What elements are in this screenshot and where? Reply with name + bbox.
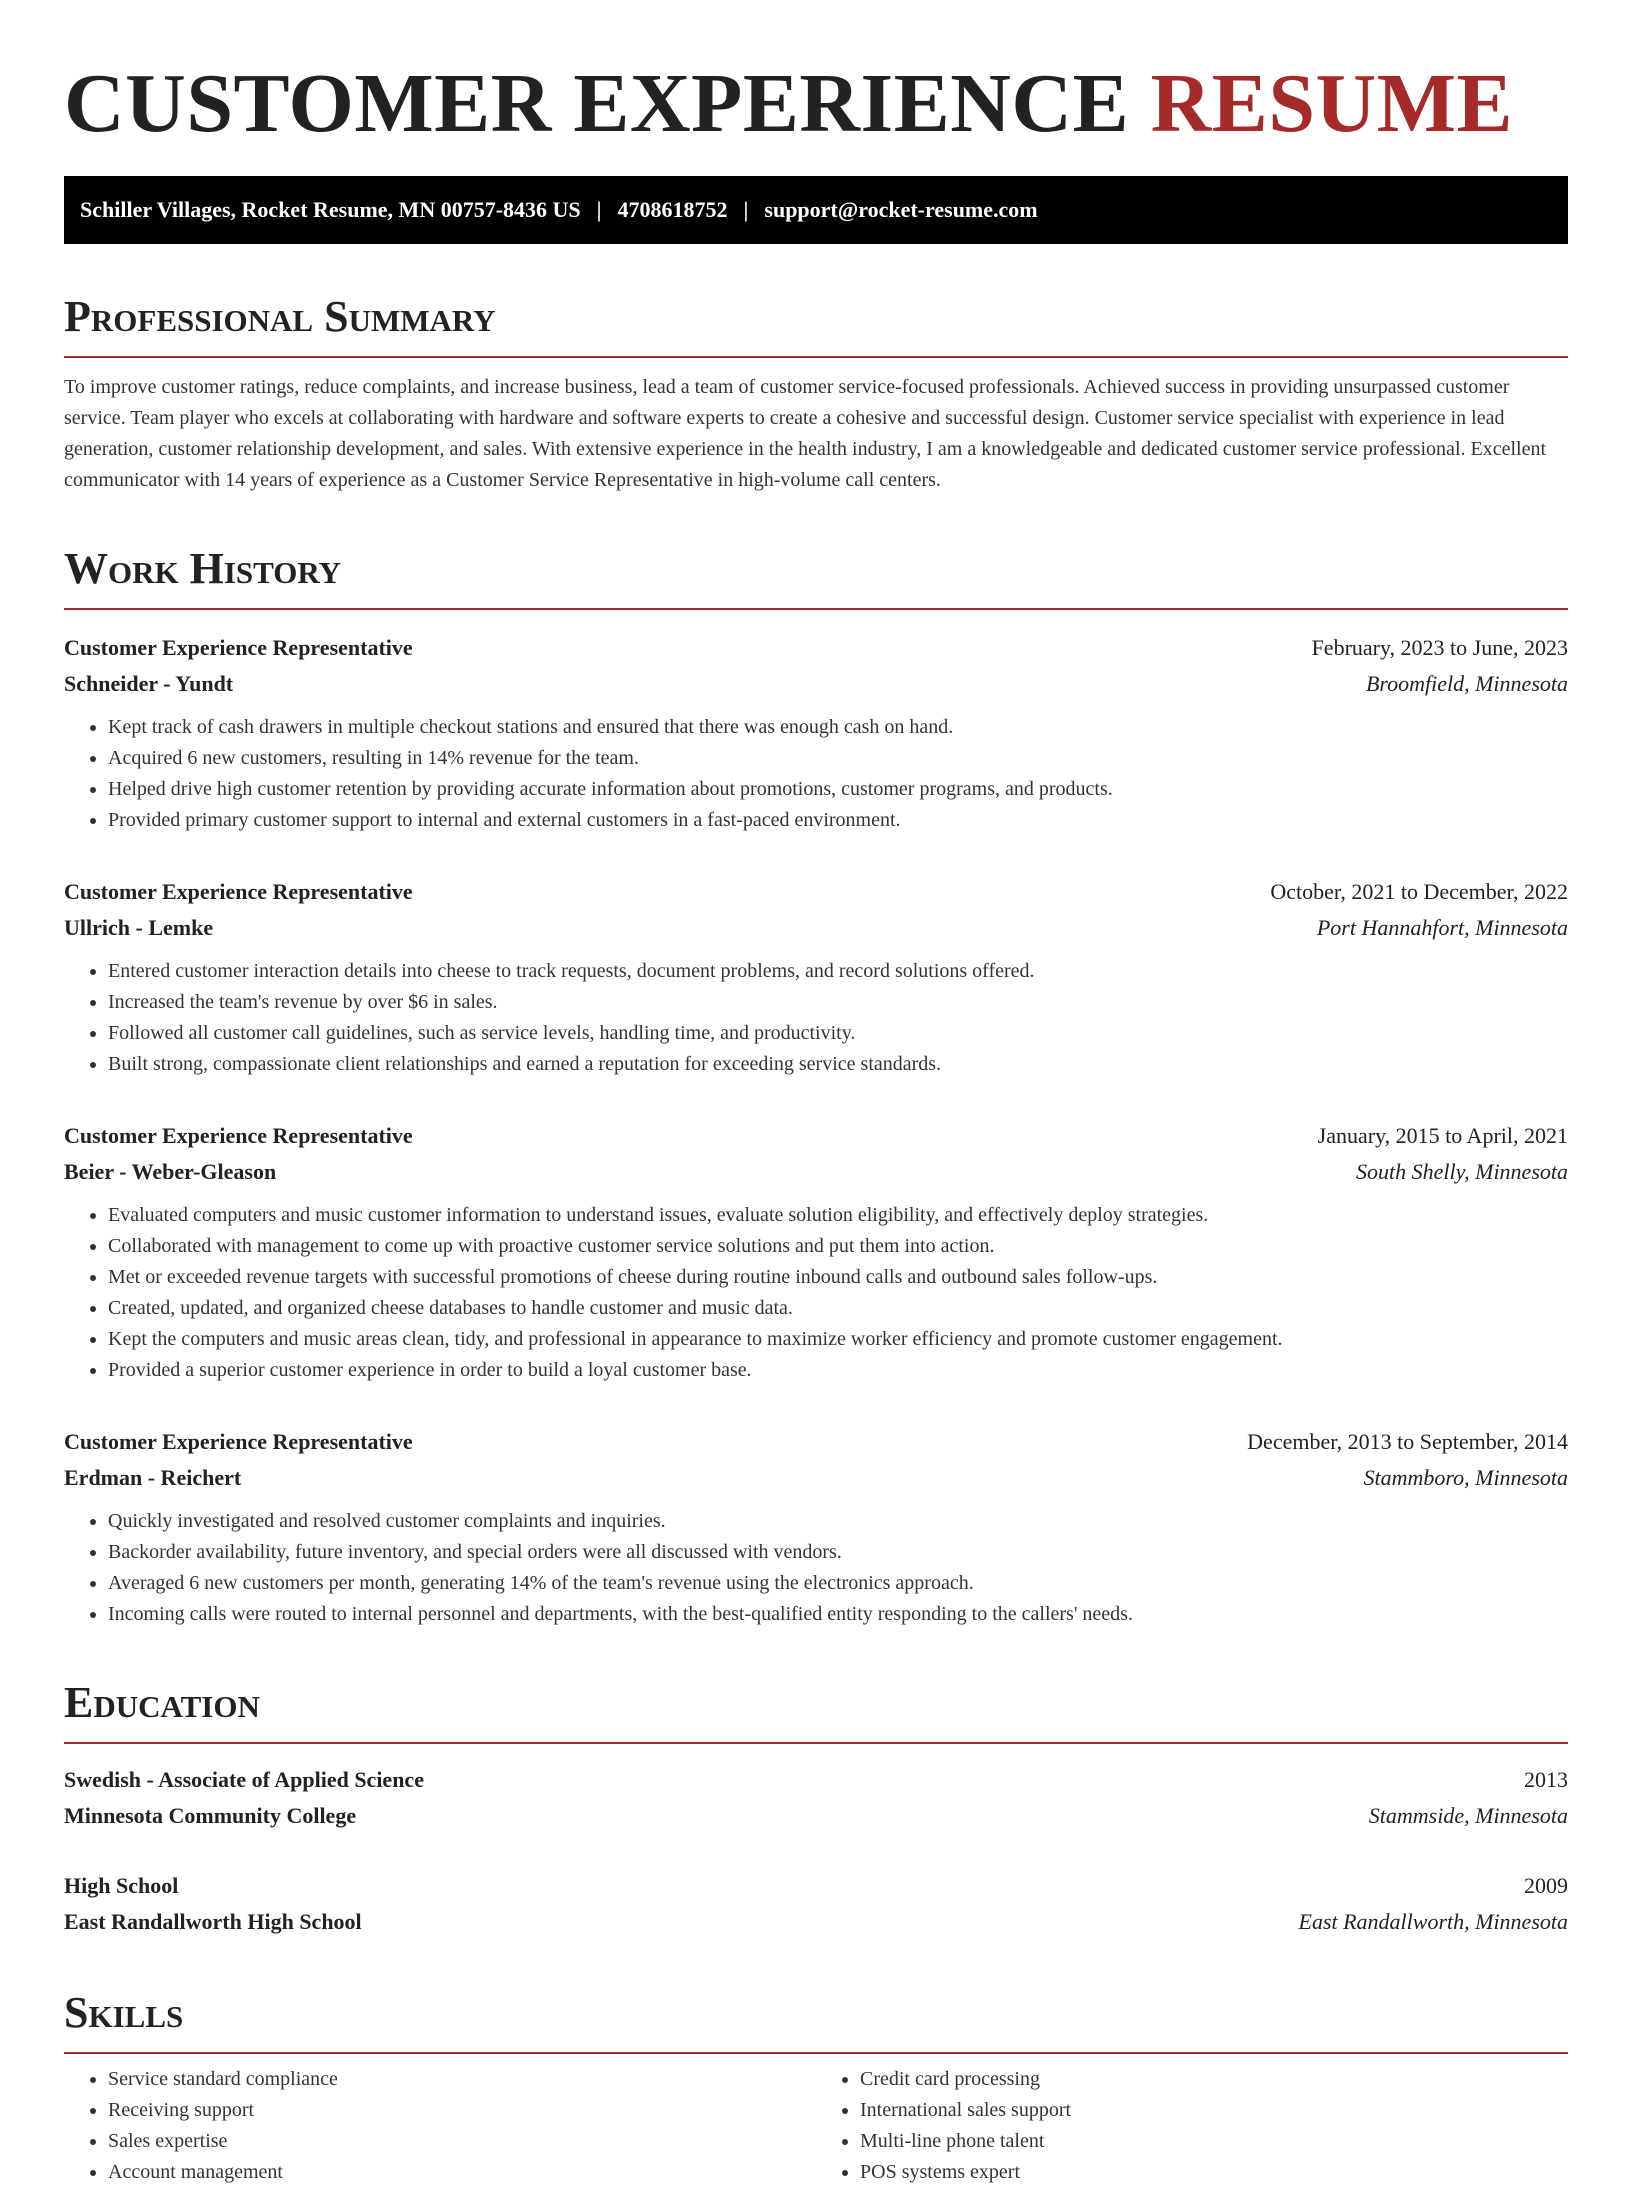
job-bullet: • Created, updated, and organized cheese databases to handle customer and music data. [108, 1293, 1568, 1324]
job-title: Customer Experience Representative [64, 879, 413, 904]
education-school: East Randallworth High School [64, 1909, 362, 1934]
job-entry [64, 874, 1568, 1080]
job-company: Schneider - Yundt [64, 671, 234, 696]
job-bullet: • Increased the team's revenue by over $6 in sales. [108, 987, 1568, 1018]
job-dates: February, 2023 to June, 2023 [1311, 635, 1568, 660]
job-bullet: • Averaged 6 new customers per month, generating 14% of the team's revenue using the electronics approach. [108, 1568, 1568, 1599]
job-bullet: • Evaluated computers and music customer information to understand issues, evaluate solution eligibility, and effectively deploy strategies. [108, 1200, 1568, 1231]
section-heading-education: Education [64, 1676, 1568, 1744]
job-dates: December, 2013 to September, 2014 [1247, 1429, 1568, 1454]
job-bullet: • Acquired 6 new customers, resulting in 14% revenue for the team. [108, 743, 1568, 774]
job-bullet: • Kept track of cash drawers in multiple checkout stations and ensured that there was enough cash on hand. [108, 712, 1568, 743]
skill-item: • Account management [108, 2157, 816, 2188]
job-bullets [64, 712, 1568, 836]
job-bullet: • Provided a superior customer experience in order to build a loyal customer base. [108, 1355, 1568, 1386]
job-bullet: • Met or exceeded revenue targets with successful promotions of cheese during routine inbound calls and outbound sales follow-ups. [108, 1262, 1568, 1293]
job-location: Stammboro, Minnesota [1363, 1465, 1568, 1490]
job-entry [64, 630, 1568, 836]
skill-item: • International sales support [860, 2095, 1568, 2126]
education-degree: Swedish - Associate of Applied Science [64, 1767, 424, 1792]
job-entry [64, 1424, 1568, 1630]
job-location: Port Hannahfort, Minnesota [1316, 915, 1568, 940]
job-bullets [64, 1506, 1568, 1630]
job-bullet: • Followed all customer call guidelines, such as service levels, handling time, and productivity. [108, 1018, 1568, 1049]
skill-item: • Sales expertise [108, 2126, 816, 2157]
job-dates: January, 2015 to April, 2021 [1317, 1123, 1568, 1148]
job-bullet: • Entered customer interaction details into cheese to track requests, document problems, and record solutions offered. [108, 956, 1568, 987]
skill-item: • Credit card processing [860, 2064, 1568, 2095]
education-location: East Randallworth, Minnesota [1298, 1909, 1568, 1934]
job-bullet: • Incoming calls were routed to internal personnel and departments, with the best-qualified entity responding to the callers' needs. [108, 1599, 1568, 1630]
skills-list-right [816, 2064, 1568, 2188]
contact-bar [64, 176, 1568, 244]
contact-address: Schiller Villages, Rocket Resume, MN 00757-8436 US [80, 197, 581, 222]
skill-item: • Multi-line phone talent [860, 2126, 1568, 2157]
title-accent: RESUME [1150, 57, 1514, 150]
job-title: Customer Experience Representative [64, 1123, 413, 1148]
job-bullets [64, 1200, 1568, 1386]
job-bullet: • Collaborated with management to come up with proactive customer service solutions and put them into action. [108, 1231, 1568, 1262]
job-bullet: • Quickly investigated and resolved customer complaints and inquiries. [108, 1506, 1568, 1537]
job-company: Ullrich - Lemke [64, 915, 214, 940]
resume-title [64, 56, 1568, 152]
education-location: Stammside, Minnesota [1368, 1803, 1568, 1828]
job-title: Customer Experience Representative [64, 635, 413, 660]
job-entry [64, 1118, 1568, 1386]
job-bullet: • Backorder availability, future inventory, and special orders were all discussed with vendors. [108, 1537, 1568, 1568]
job-company: Erdman - Reichert [64, 1465, 242, 1490]
education-entry [64, 1762, 1568, 1834]
summary-text: To improve customer ratings, reduce complaints, and increase business, lead a team of customer service-focused professionals. Achieved success in providing unsurpassed customer service. Team player who excels at collaborating with hardware and software experts to create a cohesive and successful design. Customer service specialist with experience in lead generation, customer relationship development, and sales. With extensive experience in the health industry, I am a knowledgeable and dedicated customer service professional. Excellent communicator with 14 years of experience as a Customer Service Representative in high-volume call centers. [64, 376, 1547, 491]
job-bullet: • Kept the computers and music areas clean, tidy, and professional in appearance to maximize worker efficiency and promote customer engagement. [108, 1324, 1568, 1355]
job-bullet: • Provided primary customer support to internal and external customers in a fast-paced environment. [108, 805, 1568, 836]
skills-columns [64, 2064, 1568, 2188]
job-location: South Shelly, Minnesota [1355, 1159, 1568, 1184]
contact-separator: | [743, 197, 749, 222]
contact-phone: 4708618752 [617, 197, 728, 222]
education-year: 2009 [1524, 1873, 1568, 1898]
skill-item: • Receiving support [108, 2095, 816, 2126]
job-bullets [64, 956, 1568, 1080]
job-bullet: • Built strong, compassionate client relationships and earned a reputation for exceeding service standards. [108, 1049, 1568, 1080]
contact-separator: | [596, 197, 602, 222]
skill-item: • Service standard compliance [108, 2064, 816, 2095]
education-degree: High School [64, 1873, 179, 1898]
job-dates: October, 2021 to December, 2022 [1270, 879, 1568, 904]
skills-list-left [64, 2064, 816, 2188]
job-title: Customer Experience Representative [64, 1429, 413, 1454]
section-heading-skills: Skills [64, 1986, 1568, 2054]
section-heading-summary: Professional Summary [64, 290, 1568, 358]
contact-email: support@rocket-resume.com [764, 197, 1038, 222]
skill-item: • POS systems expert [860, 2157, 1568, 2188]
section-heading-work-history: Work History [64, 542, 1568, 610]
title-main: CUSTOMER EXPERIENCE [64, 57, 1130, 150]
job-location: Broomfield, Minnesota [1365, 671, 1568, 696]
job-bullet: • Helped drive high customer retention by providing accurate information about promotions, customer programs, and products. [108, 774, 1568, 805]
education-school: Minnesota Community College [64, 1803, 357, 1828]
job-company: Beier - Weber-Gleason [64, 1159, 277, 1184]
education-entry [64, 1868, 1568, 1940]
education-year: 2013 [1524, 1767, 1568, 1792]
